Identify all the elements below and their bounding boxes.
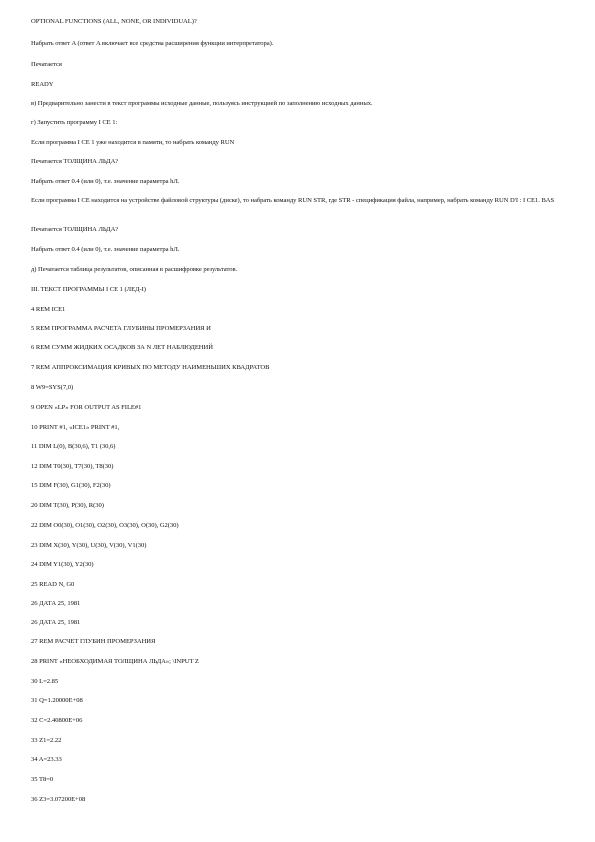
- code-line: 25 READ N, G0: [31, 581, 75, 588]
- text-paragraph: Если программа I CE находится на устройстве файловой структуры (диске), то набрать команду RUN STR, где STR - спецификация файла, например, набрать команду RUN D'I : I CE1. BAS: [31, 197, 555, 204]
- code-line: 26 ДАТА 25, 1981: [31, 600, 81, 607]
- text-line: Набрать ответ A (ответ A включает все средства расширения функции интерпретатора).: [31, 40, 274, 47]
- code-line: 20 DIM T(30), P(30), R(30): [31, 502, 104, 509]
- code-line: 30 L=2.85: [31, 678, 59, 685]
- code-line: 35 T8=0: [31, 776, 54, 783]
- code-line: 31 Q=1.20000E+08: [31, 697, 83, 704]
- code-line: 4 REM ICE1: [31, 306, 66, 313]
- code-line: 28 PRINT «НЕОБХОДИМАЯ ТОЛЩИНА ЛЬДА»; \INPUT Z: [31, 658, 199, 665]
- code-line: 36 Z3=3.07200E+08: [31, 796, 86, 803]
- code-line: 8 W9=SYS(7,0): [31, 384, 74, 391]
- section-heading: III. ТЕКСТ ПРОГРАММЫ I CE 1 (ЛЕД-I): [31, 286, 146, 293]
- text-line: READY: [31, 81, 54, 88]
- code-line: 9 OPEN «LP» FOR OUTPUT AS FILE#1: [31, 404, 142, 411]
- text-line: Набрать ответ 0.4 (или 0), т.е. значение параметра hЛ.: [31, 178, 180, 185]
- code-line: 5 REM ПРОГРАММА РАСЧЕТА ГЛУБИНЫ ПРОМЕРЗАНИЯ И: [31, 325, 211, 332]
- code-line: 24 DIM Y1(30), Y2(30): [31, 561, 94, 568]
- code-line: 23 DIM X(30), Y(30), U(30), V(30), V1(30): [31, 542, 147, 549]
- text-line: Печатается ТОЛЩИНА ЛЬДА?: [31, 158, 119, 165]
- code-line: 33 Z1=2.22: [31, 737, 62, 744]
- text-line: д) Печатается таблица результатов, описанная в расшифровке результатов.: [31, 266, 238, 273]
- text-line: OPTIONAL FUNCTIONS (ALL, NONE, OR INDIVIDUAL)?: [31, 18, 197, 25]
- code-line: 26 ДАТА 25, 1981: [31, 619, 81, 626]
- text-line: Печатается: [31, 61, 62, 68]
- code-line: 10 PRINT #1, «ICE1» PRINT #1,: [31, 424, 120, 431]
- code-line: 22 DIM O0(30), O1(30), O2(30), O3(30), O(30), G2(30): [31, 522, 179, 529]
- code-line: 34 A=23.33: [31, 756, 62, 763]
- text-line: Если программа I CE 1 уже находится в памяти, то набрать команду RUN: [31, 139, 235, 146]
- code-line: 11 DIM L(0), B(30,6), T1 (30,6): [31, 443, 116, 450]
- code-line: 15 DIM F(30), G1(30), F2(30): [31, 482, 111, 489]
- text-line: Печатается ТОЛЩИНА ЛЬДА?: [31, 226, 119, 233]
- code-line: 7 REM АППРОКСИМАЦИЯ КРИВЫХ ПО МЕТОДУ НАИМЕНЬШИХ КВАДРАТОВ: [31, 364, 270, 371]
- text-line: Набрать ответ 0.4 (или 0), т.е. значение параметра hЛ.: [31, 246, 180, 253]
- code-line: 6 REM СУММ ЖИДКИХ ОСАДКОВ ЗА N ЛЕТ НАБЛЮДЕНИЙ: [31, 344, 213, 351]
- text-line: г) Запустить программу I CE 1:: [31, 119, 118, 126]
- code-line: 12 DIM T0(30), T7(30), T8(30): [31, 463, 114, 470]
- code-line: 27 REM РАСЧЕТ ГЛУБИН ПРОМЕРЗАНИЯ: [31, 638, 156, 645]
- code-line: 32 C=2.40800E+06: [31, 717, 83, 724]
- text-line: в) Предварительно занести в текст программы исходные данные, пользуясь инструкцией по заполнению исходных данных.: [31, 100, 373, 107]
